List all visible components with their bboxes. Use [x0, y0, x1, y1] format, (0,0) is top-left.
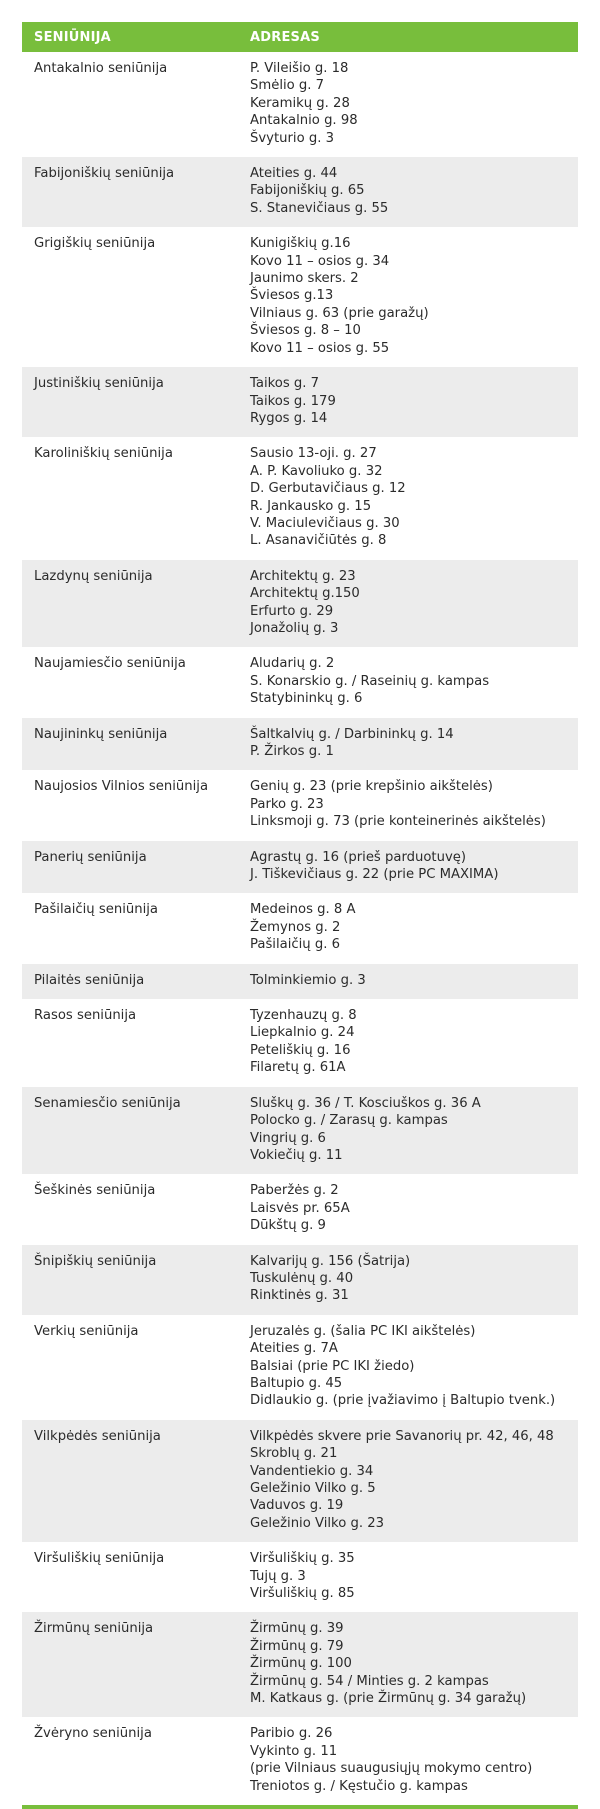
- address-line: Erfurto g. 29: [250, 603, 334, 619]
- district-name: Pašilaičių seniūnija: [34, 902, 158, 918]
- address-line: Viršuliškių g. 85: [250, 1586, 355, 1602]
- district-name: Šnipiškių seniūnija: [34, 1253, 157, 1269]
- address-line: Filaretų g. 61A: [250, 1060, 346, 1076]
- address-list: [250, 60, 578, 147]
- table-row: [22, 1612, 578, 1717]
- address-list: [250, 375, 578, 427]
- address-line: S. Konarskio g. / Raseinių g. kampas: [250, 673, 490, 689]
- address-list: [250, 972, 578, 989]
- address-list: [250, 778, 578, 830]
- address-line: Kalvarijų g. 156 (Šatrija): [250, 1253, 411, 1269]
- address-line: Vingrių g. 6: [250, 1130, 326, 1146]
- table-row: [22, 1087, 578, 1175]
- address-list: [250, 165, 578, 217]
- district-name: Verkių seniūnija: [34, 1323, 139, 1339]
- district-name: Lazdynų seniūnija: [34, 568, 153, 584]
- address-line: Keramikų g. 28: [250, 95, 350, 111]
- table-row: [22, 560, 578, 648]
- address-line: Pašilaičių g. 6: [250, 937, 340, 953]
- table-row: [22, 367, 578, 437]
- address-line: P. Vileišio g. 18: [250, 61, 349, 76]
- address-list: [250, 1323, 578, 1410]
- district-name: Grigiškių seniūnija: [34, 236, 156, 252]
- table-row: [22, 1174, 578, 1244]
- address-list: [250, 1095, 578, 1165]
- table-body: [22, 52, 578, 1805]
- header-district: SENIŪNIJA: [34, 29, 111, 45]
- address-line: Šviesos g. 8 – 10: [250, 323, 361, 339]
- address-list: [250, 568, 578, 638]
- address-line: Linksmoji g. 73 (prie konteinerinės aikštelės): [250, 814, 546, 830]
- address-line: Tuskulėnų g. 40: [250, 1270, 354, 1286]
- address-line: Tujų g. 3: [250, 1568, 306, 1584]
- address-line: Fabijoniškių g. 65: [250, 183, 365, 199]
- bottom-rule: [22, 1805, 578, 1809]
- table-row: [22, 999, 578, 1087]
- table-row: [22, 647, 578, 717]
- address-line: Laisvės pr. 65A: [250, 1200, 350, 1216]
- address-line: Žirmūnų g. 54 / Minties g. 2 kampas: [250, 1673, 489, 1689]
- address-line: Rinktinės g. 31: [250, 1288, 349, 1304]
- table-row: [22, 841, 578, 894]
- district-name: Žirmūnų seniūnija: [34, 1621, 154, 1637]
- address-line: Parko g. 23: [250, 796, 324, 812]
- address-line: Agrastų g. 16 (prieš parduotuvę): [250, 849, 467, 865]
- address-line: Šviesos g.13: [250, 288, 334, 304]
- address-line: Vykinto g. 11: [250, 1743, 338, 1759]
- address-list: [250, 1550, 578, 1602]
- district-name: Fabijoniškių seniūnija: [34, 166, 175, 182]
- address-line: Tolminkiemio g. 3: [250, 972, 366, 988]
- address-list: [250, 1007, 578, 1077]
- address-line: Architektų g.150: [250, 586, 360, 602]
- address-line: Paribio g. 26: [250, 1726, 333, 1742]
- district-name: Karoliniškių seniūnija: [34, 446, 173, 462]
- address-line: Jaunimo skers. 2: [250, 271, 359, 287]
- address-line: L. Asanavičiūtės g. 8: [250, 533, 387, 549]
- address-line: P. Žirkos g. 1: [250, 744, 334, 759]
- address-line: Polocko g. / Zarasų g. kampas: [250, 1113, 448, 1129]
- address-line: Sausio 13-oji. g. 27: [250, 446, 377, 462]
- table-row: [22, 1245, 578, 1315]
- address-line: R. Jankausko g. 15: [250, 498, 372, 514]
- table-row: [22, 437, 578, 559]
- district-name: Naujininkų seniūnija: [34, 726, 168, 742]
- address-line: Ateities g. 44: [250, 166, 338, 182]
- address-line: Viršuliškių g. 35: [250, 1551, 355, 1567]
- table-row: [22, 964, 578, 999]
- table-row: [22, 1717, 578, 1805]
- address-list: [250, 655, 578, 707]
- address-line: Kovo 11 – osios g. 34: [250, 253, 390, 269]
- address-line: Liepkalnio g. 24: [250, 1025, 355, 1041]
- district-name: Pilaitės seniūnija: [34, 972, 145, 988]
- address-line: Geležinio Vilko g. 5: [250, 1481, 376, 1496]
- district-name: Justiniškių seniūnija: [34, 376, 164, 392]
- address-line: Vilniaus g. 63 (prie garažų): [250, 305, 429, 321]
- address-line: Vokiečių g. 11: [250, 1147, 343, 1163]
- address-line: Tyzenhauzų g. 8: [250, 1008, 357, 1024]
- address-line: Šaltkalvių g. / Darbininkų g. 14: [250, 726, 454, 742]
- address-list: [250, 1428, 578, 1532]
- address-line: Sluškų g. 36 / T. Kosciuškos g. 36 A: [250, 1095, 481, 1111]
- table-row: [22, 1315, 578, 1420]
- address-list: [250, 726, 578, 761]
- address-line: Smėlio g. 7: [250, 78, 325, 94]
- address-line: Treniotos g. / Kęstučio g. kampas: [250, 1778, 468, 1794]
- address-line: Jonažolių g. 3: [250, 620, 339, 636]
- address-line: Architektų g. 23: [250, 568, 356, 584]
- address-line: D. Gerbutavičiaus g. 12: [250, 481, 406, 497]
- table-row: [22, 893, 578, 963]
- address-line: Žemynos g. 2: [250, 919, 341, 935]
- district-name: Žvėryno seniūnija: [34, 1726, 152, 1742]
- address-list: [250, 849, 578, 884]
- address-line: Geležinio Vilko g. 23: [250, 1515, 384, 1531]
- address-line: Švyturio g. 3: [250, 130, 334, 146]
- address-line: Dūkštų g. 9: [250, 1218, 326, 1234]
- table-row: [22, 227, 578, 367]
- address-line: Statybininkų g. 6: [250, 691, 363, 707]
- district-name: Senamiesčio seniūnija: [34, 1095, 181, 1111]
- address-line: Kunigiškių g.16: [250, 236, 351, 252]
- table-row: [22, 1542, 578, 1612]
- district-name: Vilkpėdės seniūnija: [34, 1428, 161, 1444]
- address-line: V. Maciulevičiaus g. 30: [250, 515, 400, 531]
- address-line: Žirmūnų g. 79: [250, 1638, 344, 1654]
- district-name: Panerių seniūnija: [34, 849, 147, 865]
- address-list: [250, 1182, 578, 1234]
- table-header: [22, 22, 578, 52]
- address-line: Antakalnio g. 98: [250, 113, 358, 129]
- table-row: [22, 1420, 578, 1542]
- address-line: Žirmūnų g. 100: [250, 1656, 352, 1672]
- address-list: [250, 1725, 578, 1795]
- address-line: Peteliškių g. 16: [250, 1042, 351, 1058]
- district-name: Šeškinės seniūnija: [34, 1183, 156, 1199]
- address-line: Kovo 11 – osios g. 55: [250, 340, 390, 356]
- district-name: Antakalnio seniūnija: [34, 61, 168, 76]
- address-line: Vaduvos g. 19: [250, 1498, 344, 1514]
- address-list: [250, 235, 578, 357]
- address-line: Vandentiekio g. 34: [250, 1463, 374, 1479]
- address-line: Jeruzalės g. (šalia PC IKI aikštelės): [250, 1323, 476, 1339]
- address-line: (prie Vilniaus suaugusiųjų mokymo centro): [250, 1761, 533, 1777]
- district-name: Viršuliškių seniūnija: [34, 1551, 165, 1567]
- address-line: Genių g. 23 (prie krepšinio aikštelės): [250, 779, 493, 795]
- address-line: Rygos g. 14: [250, 410, 328, 426]
- address-list: [250, 1620, 578, 1707]
- address-line: Medeinos g. 8 A: [250, 902, 356, 918]
- address-line: A. P. Kavoliuko g. 32: [250, 463, 383, 479]
- header-address: ADRESAS: [250, 29, 320, 45]
- district-name: Naujamiesčio seniūnija: [34, 656, 186, 672]
- address-line: Aludarių g. 2: [250, 656, 335, 672]
- address-line: Didlaukio g. (prie įvažiavimo į Baltupio tvenk.): [250, 1393, 556, 1409]
- district-name: Naujosios Vilnios seniūnija: [34, 779, 209, 795]
- table-row: [22, 770, 578, 840]
- table-row: [22, 52, 578, 157]
- address-list: [250, 445, 578, 549]
- address-line: J. Tiškevičiaus g. 22 (prie PC MAXIMA): [250, 867, 499, 883]
- district-name: Rasos seniūnija: [34, 1008, 137, 1024]
- address-line: Skroblų g. 21: [250, 1446, 338, 1462]
- table-row: [22, 718, 578, 771]
- address-line: Baltupio g. 45: [250, 1375, 343, 1391]
- address-line: M. Katkaus g. (prie Žirmūnų g. 34 garažų): [250, 1691, 527, 1707]
- district-address-table: [22, 22, 578, 1809]
- table-row: [22, 157, 578, 227]
- address-line: Paberžės g. 2: [250, 1183, 339, 1199]
- address-line: Vilkpėdės skvere prie Savanorių pr. 42, 46, 48: [250, 1428, 554, 1444]
- address-line: Balsiai (prie PC IKI žiedo): [250, 1358, 415, 1374]
- address-line: Žirmūnų g. 39: [250, 1621, 344, 1637]
- address-line: Ateities g. 7A: [250, 1341, 338, 1357]
- address-line: Taikos g. 7: [250, 376, 320, 392]
- address-list: [250, 1253, 578, 1305]
- address-line: S. Stanevičiaus g. 55: [250, 200, 389, 216]
- address-list: [250, 901, 578, 953]
- address-line: Taikos g. 179: [250, 393, 336, 409]
